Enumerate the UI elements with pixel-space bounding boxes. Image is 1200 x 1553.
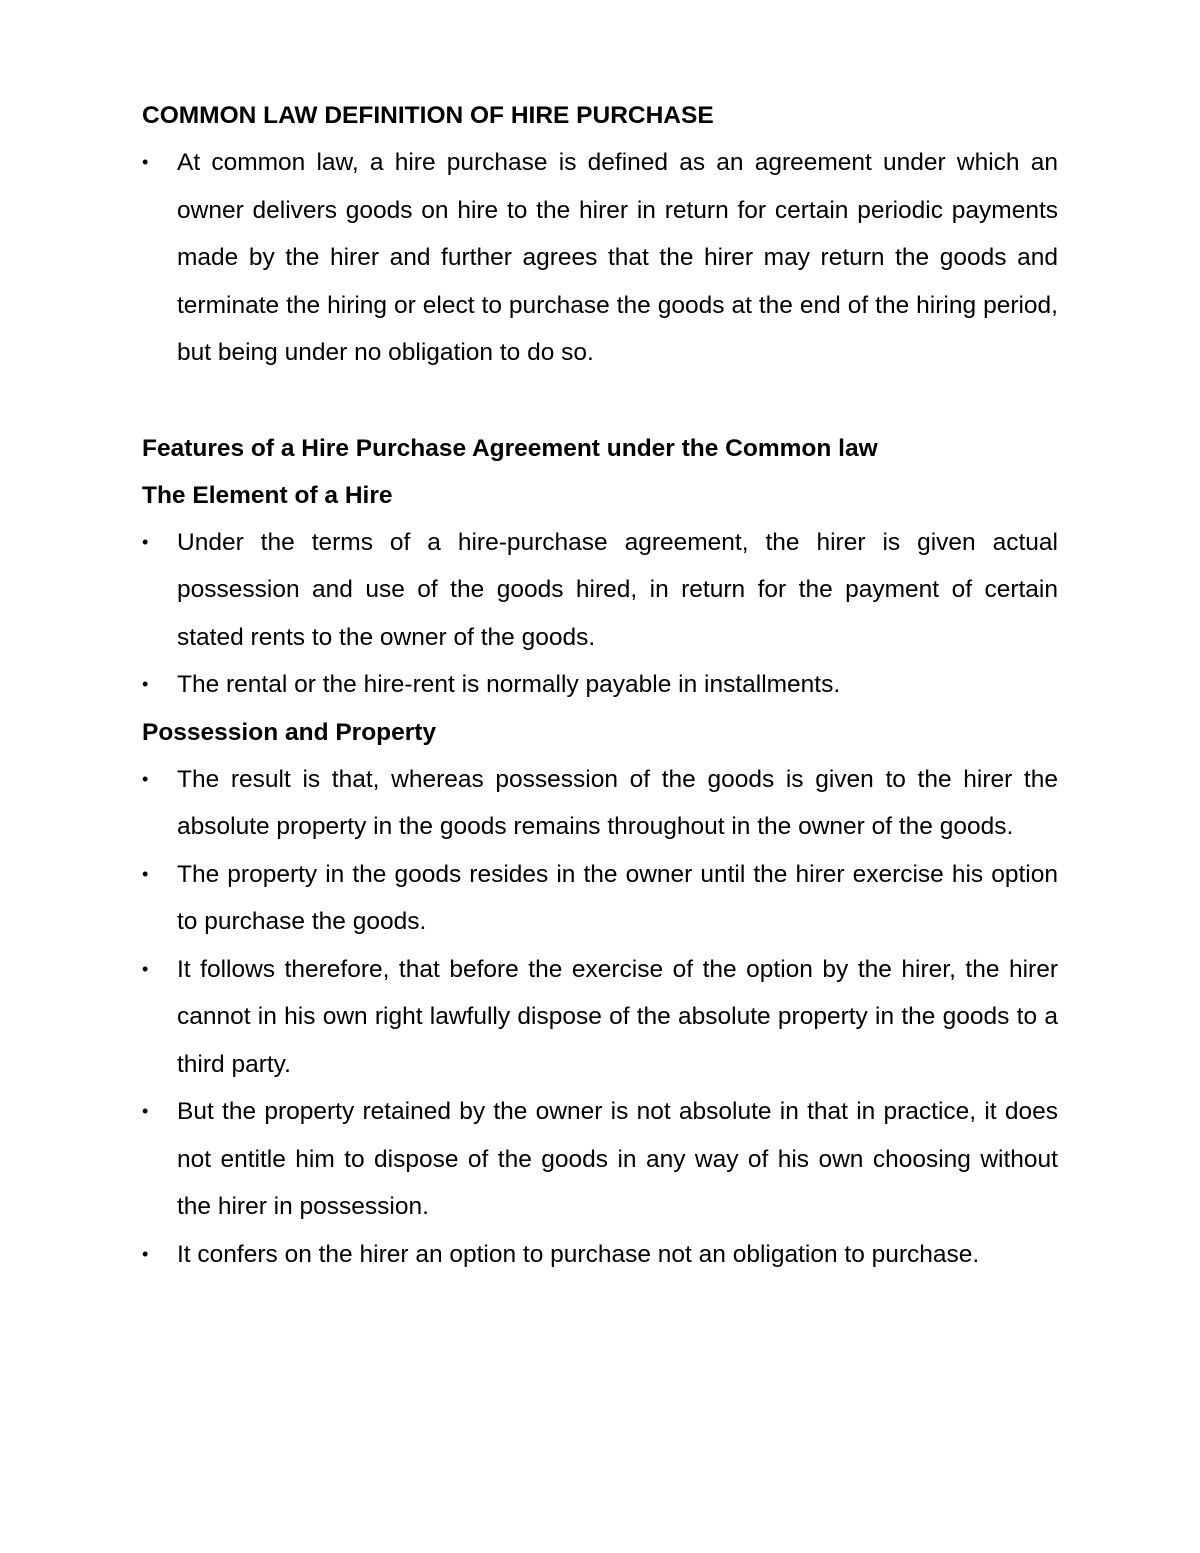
bullet-icon: • <box>142 768 149 789</box>
list-item <box>142 1088 1058 1231</box>
bullet-icon: • <box>142 674 149 694</box>
bullet-icon: • <box>142 1243 149 1264</box>
bullet-text: The result is that, whereas possession of the goods is given to the hirer the absolute property in the goods remains throughout in the owner of the goods. <box>177 765 1058 840</box>
bullet-icon: • <box>142 1101 149 1121</box>
bullet-icon: • <box>142 863 149 884</box>
bullet-text: The property in the goods resides in the owner until the hirer exercise his option to purchase the goods. <box>177 860 1058 935</box>
document-title: COMMON LAW DEFINITION OF HIRE PURCHASE <box>142 102 714 129</box>
features-heading: Features of a Hire Purchase Agreement under the Common law <box>142 434 878 462</box>
bullet-text: At common law, a hire purchase is defined as an agreement under which an owner delivers goods on hire to the hirer in return for certain periodic payments made by the hirer and further agrees that the hirer may return the goods and terminate the hiring or elect to purchase the goods at the end of the hiring period, but being under no obligation to do so. <box>177 149 1058 366</box>
bullet-icon: • <box>142 958 149 979</box>
spacer <box>142 377 1058 425</box>
document-content <box>142 92 1058 1278</box>
bullet-icon: • <box>142 531 149 552</box>
possession-list <box>142 756 1058 1279</box>
list-item <box>142 851 1058 946</box>
bullet-text: The rental or the hire-rent is normally payable in installments. <box>177 671 841 698</box>
definition-list <box>142 139 1058 377</box>
bullet-text: It confers on the hirer an option to purchase not an obligation to purchase. <box>177 1240 980 1268</box>
bullet-text: Under the terms of a hire-purchase agreement, the hirer is given actual possession and use of the goods hired, in return for the payment of certain stated rents to the owner of the goods. <box>177 528 1058 651</box>
possession-heading: Possession and Property <box>142 718 437 746</box>
element-heading: The Element of a Hire <box>142 481 393 509</box>
list-item <box>142 661 1058 709</box>
bullet-text: It follows therefore, that before the exercise of the option by the hirer, the hirer cannot in his own right lawfully dispose of the absolute property in the goods to a third party. <box>177 955 1058 1078</box>
list-item <box>142 756 1058 851</box>
list-item <box>142 139 1058 377</box>
list-item <box>142 946 1058 1089</box>
list-item <box>142 519 1058 662</box>
bullet-icon: • <box>142 152 149 172</box>
element-list <box>142 519 1058 709</box>
list-item <box>142 1231 1058 1279</box>
bullet-text: But the property retained by the owner is not absolute in that in practice, it does not entitle him to dispose of the goods in any way of his own choosing without the hirer in possession. <box>177 1098 1058 1220</box>
